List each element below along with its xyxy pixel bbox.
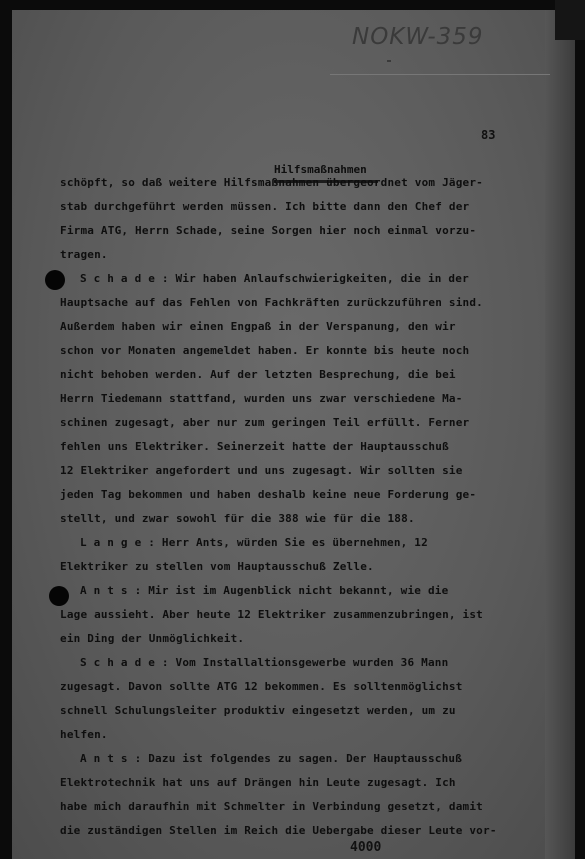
- header-rule: [330, 74, 550, 75]
- punch-hole: [45, 270, 65, 290]
- text-line: helfen.: [60, 728, 108, 741]
- text-line: stellt, und zwar sowohl für die 388 wie für die 188.: [60, 512, 415, 525]
- text-line: schöpft, so daß weitere Hilfsmaßnahmen übergeordnet vom Jäger-: [60, 176, 483, 189]
- text-line: schnell Schulungsleiter produktiv eingesetzt werden, um zu: [60, 704, 456, 717]
- punch-hole: [49, 586, 69, 606]
- text-line: nicht behoben werden. Auf der letzten Besprechung, die bei: [60, 368, 456, 381]
- text-line: schon vor Monaten angemeldet haben. Er konnte bis heute noch: [60, 344, 470, 357]
- text-line: A n t s : Mir ist im Augenblick nicht bekannt, wie die: [80, 584, 449, 597]
- scan-corner: [555, 0, 585, 40]
- text-line: Lage aussieht. Aber heute 12 Elektriker zusammenzubringen, ist: [60, 608, 483, 621]
- text-line: A n t s : Dazu ist folgendes zu sagen. Der Hauptausschuß: [80, 752, 463, 765]
- text-line: Hauptsache auf das Fehlen von Fachkräften zurückzuführen sind.: [60, 296, 483, 309]
- text-line: tragen.: [60, 248, 108, 261]
- text-line: 12 Elektriker angefordert und uns zugesagt. Wir sollten sie: [60, 464, 463, 477]
- ink-dot: [387, 60, 391, 62]
- text-line: S c h a d e : Vom Installaltionsgewerbe wurden 36 Mann: [80, 656, 449, 669]
- text-line: Herrn Tiedemann stattfand, wurden uns zwar verschiedene Ma-: [60, 392, 463, 405]
- text-line: fehlen uns Elektriker. Seinerzeit hatte der Hauptausschuß: [60, 440, 449, 453]
- text-line: habe mich daraufhin mit Schmelter in Verbindung gesetzt, damit: [60, 800, 483, 813]
- text-line: Elektrotechnik hat uns auf Drängen hin Leute zugesagt. Ich: [60, 776, 456, 789]
- text-line: Firma ATG, Herrn Schade, seine Sorgen hier noch einmal vorzu-: [60, 224, 477, 237]
- text-line: Außerdem haben wir einen Engpaß in der Verspanung, den wir: [60, 320, 456, 333]
- page-edge: [545, 10, 575, 859]
- text-line: S c h a d e : Wir haben Anlaufschwierigkeiten, die in der: [80, 272, 469, 285]
- text-line: schinen zugesagt, aber nur zum geringen Teil erfüllt. Ferner: [60, 416, 470, 429]
- cut-off-text: 4000: [350, 840, 382, 855]
- archive-mark: NOKW-359: [352, 24, 484, 50]
- page-number: 83: [481, 128, 496, 142]
- text-line: jeden Tag bekommen und haben deshalb keine neue Forderung ge-: [60, 488, 477, 501]
- text-line: zugesagt. Davon sollte ATG 12 bekommen. Es solltenmöglichst: [60, 680, 463, 693]
- handwritten-insertion: Hilfsmaßnahmen: [274, 163, 367, 176]
- text-line: die zuständigen Stellen im Reich die Uebergabe dieser Leute vor-: [60, 824, 497, 837]
- text-line: Elektriker zu stellen vom Hauptausschuß Zelle.: [60, 560, 374, 573]
- text-line: stab durchgeführt werden müssen. Ich bitte dann den Chef der: [60, 200, 470, 213]
- text-line: ein Ding der Unmöglichkeit.: [60, 632, 245, 645]
- text-line: L a n g e : Herr Ants, würden Sie es übernehmen, 12: [80, 536, 428, 549]
